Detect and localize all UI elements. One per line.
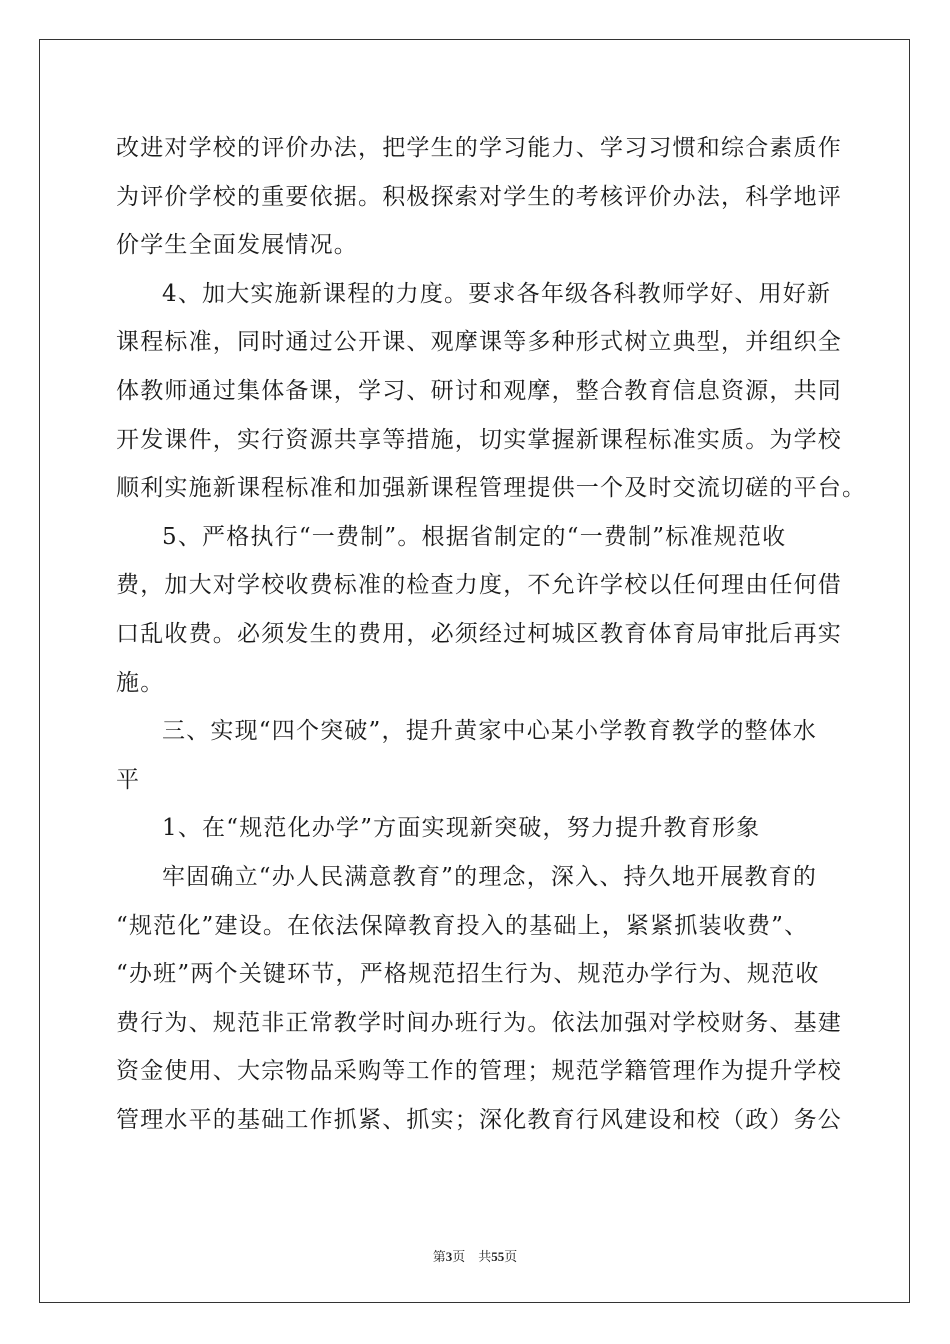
text-line: “办班”两个关键环节，严格规范招生行为、规范办学行为、规范收 — [116, 961, 820, 988]
text-line: 口乱收费。必须发生的费用，必须经过柯城区教育体育局审批后再实 — [116, 620, 842, 647]
text-line: “规范化”建设。在依法保障教育投入的基础上，紧紧抓装收费”、 — [116, 912, 809, 939]
text-line: 改进对学校的评价办法，把学生的学习能力、学习习惯和综合素质作 — [116, 135, 842, 161]
text-line: 价学生全面发展情况。 — [116, 232, 358, 259]
text-line: 为评价学校的重要依据。积极探索对学生的考核评价办法，科学地评 — [116, 183, 842, 210]
page-footer — [0, 1246, 950, 1265]
text-line: 课程标准，同时通过公开课、观摩课等多种形式树立典型，并组织全 — [116, 329, 842, 356]
text-line: 5、严格执行“一费制”。根据省制定的“一费制”标准规范收 — [162, 523, 787, 550]
footer-suffix: 页 — [504, 1249, 518, 1264]
text-line: 开发课件，实行资源共享等措施，切实掌握新课程标准实质。为学校 — [116, 426, 842, 453]
section-heading: 三、实现“四个突破”，提升黄家中心某小学教育教学的整体水 — [162, 718, 818, 745]
text-line: 管理水平的基础工作抓紧、抓实；深化教育行风建设和校（政）务公 — [116, 1106, 842, 1133]
text-line: 4、加大实施新课程的力度。要求各年级各科教师学好、用好新 — [162, 280, 832, 307]
text-line: 体教师通过集体备课，学习、研讨和观摩，整合教育信息资源，共同 — [116, 377, 842, 404]
footer-mid: 页 共 — [452, 1249, 492, 1264]
document-body — [116, 124, 867, 1144]
text-line: 牢固确立“办人民满意教育”的理念，深入、持久地开展教育的 — [162, 863, 818, 890]
section-heading-continued: 平 — [116, 766, 141, 793]
text-line: 资金使用、大宗物品采购等工作的管理；规范学籍管理作为提升学校 — [116, 1058, 842, 1085]
footer-prefix: 第 — [432, 1249, 446, 1264]
subsection-heading: 1、在“规范化办学”方面实现新突破，努力提升教育形象 — [162, 815, 761, 842]
current-page-number: 3 — [445, 1249, 453, 1264]
total-page-count: 55 — [491, 1249, 505, 1264]
text-line: 费行为、规范非正常教学时间办班行为。依法加强对学校财务、基建 — [116, 1009, 842, 1036]
text-line: 顺利实施新课程标准和加强新课程管理提供一个及时交流切磋的平台。 — [116, 475, 867, 502]
text-line: 费，加大对学校收费标准的检查力度，不允许学校以任何理由任何借 — [116, 572, 842, 599]
text-line: 施。 — [116, 669, 165, 696]
